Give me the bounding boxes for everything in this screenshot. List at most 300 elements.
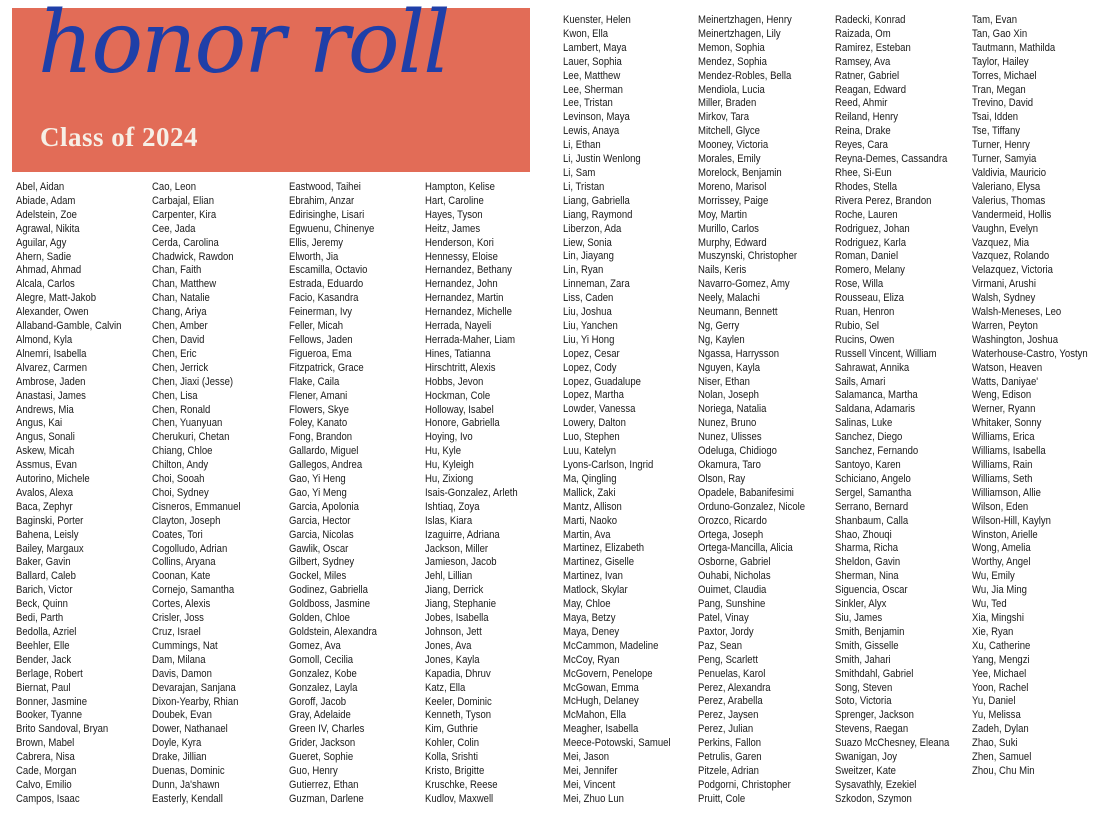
student-name: Baker, Gavin	[16, 556, 71, 569]
student-name: Vazquez, Mia	[972, 236, 1030, 249]
student-name: Godinez, Gabriella	[289, 584, 368, 597]
student-name: Tam, Evan	[972, 14, 1018, 26]
student-name: Saldana, Adamaris	[835, 403, 916, 416]
student-name: Navarro-Gomez, Amy	[698, 278, 790, 291]
student-name: Wilson-Hill, Kaylyn	[972, 514, 1051, 527]
student-name: Ishtiaq, Zoya	[425, 500, 480, 513]
student-name: Maya, Deney	[563, 625, 620, 638]
student-name: Liu, Yanchen	[563, 319, 618, 332]
student-name: Baca, Zephyr	[16, 500, 73, 513]
student-name: Memon, Sophia	[698, 41, 765, 54]
student-name: Abel, Aidan	[16, 181, 65, 193]
student-name: Martinez, Ivan	[563, 570, 623, 583]
student-name: Booker, Tyanne	[16, 709, 83, 722]
student-name: Johnson, Jett	[425, 626, 482, 638]
student-name: Jiang, Derrick	[425, 584, 484, 597]
student-name: Brown, Mabel	[16, 737, 75, 750]
student-name: Shao, Zhouqi	[835, 528, 892, 541]
student-name: Jehl, Lillian	[425, 570, 473, 583]
student-name: Chen, Yuanyuan	[152, 417, 223, 430]
student-name: Anastasi, James	[16, 389, 86, 402]
student-name: Lopez, Cody	[563, 361, 617, 374]
student-name: Gawlik, Oscar	[289, 542, 349, 555]
student-name: Chan, Matthew	[152, 278, 217, 291]
student-name: Li, Ethan	[563, 139, 601, 152]
student-name: Nails, Keris	[698, 264, 747, 277]
student-name: Ouimet, Claudia	[698, 584, 767, 597]
student-name: Ramsey, Ava	[835, 55, 891, 68]
student-name: Cruz, Israel	[152, 626, 201, 638]
student-name: Pruitt, Cole	[698, 792, 746, 805]
student-name: McCammon, Madeline	[563, 639, 659, 652]
student-name: Chang, Ariya	[152, 306, 207, 319]
student-name: Li, Sam	[563, 166, 596, 179]
student-name: Kim, Guthrie	[425, 723, 478, 736]
student-name: Heitz, James	[425, 222, 481, 235]
student-name: Bedolla, Azriel	[16, 626, 77, 638]
student-name: Walsh-Meneses, Leo	[972, 306, 1062, 319]
student-name: Xu, Catherine	[972, 639, 1031, 652]
student-name: Garcia, Apolonia	[289, 500, 359, 513]
student-name: Winston, Arielle	[972, 528, 1038, 541]
student-name: McMahon, Ella	[563, 709, 627, 722]
student-name: Lee, Sherman	[563, 83, 623, 96]
student-name: Swanigan, Joy	[835, 751, 898, 764]
student-name: Jiang, Stephanie	[425, 598, 497, 611]
student-name: Green IV, Charles	[289, 723, 365, 736]
student-name: Hart, Caroline	[425, 194, 484, 207]
student-name: Wu, Ted	[972, 598, 1007, 611]
student-name: Waterhouse-Castro, Yostyn	[972, 347, 1088, 360]
student-name: Tan, Gao Xin	[972, 27, 1028, 40]
student-name: Sheldon, Gavin	[835, 556, 901, 569]
class-year-subtitle: Class of 2024	[40, 122, 199, 152]
student-name: Podgorni, Christopher	[698, 778, 791, 791]
student-name: Hernandez, Michelle	[425, 306, 512, 319]
student-name: Abiade, Adam	[16, 194, 76, 207]
name-column-8	[972, 14, 1088, 779]
student-name: Perez, Alexandra	[698, 681, 771, 694]
student-name: Gallegos, Andrea	[289, 459, 363, 472]
student-name: Moy, Martin	[698, 208, 748, 221]
student-name: Wong, Amelia	[972, 542, 1031, 555]
student-name: Martinez, Giselle	[563, 556, 635, 569]
student-name: Szkodon, Szymon	[835, 792, 912, 805]
student-name: Yu, Melissa	[972, 709, 1021, 722]
student-name: Zhou, Chu Min	[972, 764, 1035, 777]
student-name: Valeriano, Elysa	[972, 180, 1041, 193]
student-name: Martinez, Elizabeth	[563, 542, 645, 555]
student-name: Kuenster, Helen	[563, 14, 631, 26]
student-name: Muszynski, Christopher	[698, 250, 798, 263]
student-name: Chen, Lisa	[152, 389, 198, 402]
student-name: Sails, Amari	[835, 375, 886, 388]
student-name: Rhee, Si-Eun	[835, 166, 892, 179]
student-name: Cee, Jada	[152, 222, 196, 235]
name-column-1	[16, 181, 121, 807]
student-name: Sharma, Richa	[835, 542, 899, 555]
student-name: Mooney, Victoria	[698, 139, 769, 152]
student-name: Allaband-Gamble, Calvin	[16, 320, 122, 333]
student-name: Kolla, Srishti	[425, 751, 479, 764]
student-name: Hayes, Tyson	[425, 208, 483, 221]
student-name: Nolan, Joseph	[698, 389, 759, 402]
student-name: Zhao, Suki	[972, 737, 1018, 750]
student-name: Ballard, Caleb	[16, 570, 76, 583]
student-name: Sprenger, Jackson	[835, 709, 914, 722]
student-name: Lowery, Dalton	[563, 417, 626, 430]
student-name: Ambrose, Jaden	[16, 375, 86, 388]
student-name: Garcia, Nicolas	[289, 528, 354, 541]
student-name: Liu, Yi Hong	[563, 333, 615, 346]
student-name: Orozco, Ricardo	[698, 514, 767, 527]
student-name: Santoyo, Karen	[835, 459, 901, 471]
student-name: Yee, Michael	[972, 667, 1027, 680]
student-name: Keeler, Dominic	[425, 695, 492, 708]
student-name: Morrissey, Paige	[698, 194, 769, 207]
student-name: Orduno-Gonzalez, Nicole	[698, 500, 806, 513]
student-name: Bailey, Margaux	[16, 542, 84, 555]
student-name: Lin, Jiayang	[563, 250, 614, 263]
student-name: Wu, Emily	[972, 570, 1015, 583]
student-name: Baginski, Porter	[16, 514, 84, 527]
student-name: Honore, Gabriella	[425, 417, 500, 430]
student-name: Escamilla, Octavio	[289, 264, 368, 277]
student-name: Grider, Jackson	[289, 737, 356, 750]
student-name: Meinertzhagen, Henry	[698, 14, 792, 26]
student-name: Collins, Aryana	[152, 556, 216, 569]
student-name: Bonner, Jasmine	[16, 695, 88, 708]
student-name: Hu, Kyleigh	[425, 459, 474, 472]
student-name: Eastwood, Taihei	[289, 181, 361, 193]
student-name: Alcala, Carlos	[16, 278, 75, 291]
student-name: Mendez, Sophia	[698, 55, 767, 68]
student-name: Ahern, Sadie	[16, 250, 72, 263]
student-name: Lopez, Martha	[563, 389, 624, 402]
student-name: Dixon-Yearby, Rhian	[152, 695, 239, 708]
student-name: Ouhabi, Nicholas	[698, 570, 771, 583]
student-name: Goldstein, Alexandra	[289, 626, 377, 638]
student-name: Ma, Qingling	[563, 472, 617, 485]
student-name: Liang, Gabriella	[563, 194, 630, 207]
student-name: Figueroa, Ema	[289, 347, 352, 360]
name-column-5	[563, 14, 671, 807]
student-name: Perkins, Fallon	[698, 737, 762, 750]
student-name: Cornejo, Samantha	[152, 584, 235, 597]
student-name: Ruan, Henron	[835, 306, 895, 319]
student-name: Sergel, Samantha	[835, 486, 912, 499]
student-name: Brito Sandoval, Bryan	[16, 723, 109, 736]
student-name: Jobes, Isabella	[425, 612, 489, 625]
student-name: Xie, Ryan	[972, 625, 1014, 638]
student-name: Cisneros, Emmanuel	[152, 500, 241, 513]
student-name: Estrada, Eduardo	[289, 278, 364, 291]
student-name: Rousseau, Eliza	[835, 292, 904, 305]
student-name: Alvarez, Carmen	[16, 361, 88, 374]
student-name: Alegre, Matt-Jakob	[16, 292, 97, 305]
student-name: Murphy, Edward	[698, 236, 767, 249]
student-name: Agrawal, Nikita	[16, 222, 80, 235]
student-name: Nunez, Bruno	[698, 417, 757, 430]
student-name: Cabrera, Nisa	[16, 751, 75, 764]
student-name: Sweitzer, Kate	[835, 764, 896, 777]
student-name: Izaguirre, Adriana	[425, 528, 500, 541]
student-name: Worthy, Angel	[972, 556, 1031, 569]
student-name: Opadele, Babanifesimi	[698, 486, 794, 499]
student-name: Werner, Ryann	[972, 403, 1036, 416]
student-name: Taylor, Hailey	[972, 55, 1029, 68]
student-name: Soto, Victoria	[835, 695, 892, 708]
student-name: Edirisinghe, Lisari	[289, 208, 365, 221]
student-name: Doyle, Kyra	[152, 737, 202, 750]
student-name: Paz, Sean	[698, 639, 743, 652]
student-name: Gao, Yi Meng	[289, 486, 347, 499]
student-name: Lauer, Sophia	[563, 55, 622, 68]
student-name: Angus, Kai	[16, 417, 63, 430]
student-name: Wilson, Eden	[972, 500, 1029, 513]
student-name: Almond, Kyla	[16, 333, 73, 346]
student-name: Turner, Henry	[972, 139, 1030, 152]
student-name: Yang, Mengzi	[972, 653, 1030, 666]
student-name: Cogolludo, Adrian	[152, 542, 228, 555]
student-name: Kohler, Colin	[425, 737, 480, 750]
student-name: Valerius, Thomas	[972, 194, 1046, 207]
student-name: Berlage, Robert	[16, 667, 83, 680]
student-name: Alexander, Owen	[16, 306, 89, 319]
student-name: Facio, Kasandra	[289, 292, 359, 305]
student-name: Tse, Tiffany	[972, 125, 1021, 138]
student-name: Fitzpatrick, Grace	[289, 361, 364, 374]
student-name: Feinerman, Ivy	[289, 306, 353, 319]
student-name: Kudlov, Maxwell	[425, 792, 494, 805]
student-name: Hockman, Cole	[425, 389, 491, 402]
student-name: Smithdahl, Gabriel	[835, 667, 914, 680]
student-name: Ratner, Gabriel	[835, 69, 900, 82]
student-name: Rodriguez, Johan	[835, 222, 910, 235]
student-name: McGovern, Penelope	[563, 667, 653, 680]
student-name: Velazquez, Victoria	[972, 264, 1053, 277]
student-name: Liu, Joshua	[563, 306, 612, 319]
student-name: Miller, Braden	[698, 97, 757, 110]
student-name: Shanbaum, Calla	[835, 514, 909, 527]
student-name: Chen, David	[152, 333, 205, 346]
student-name: Salinas, Luke	[835, 417, 893, 430]
student-name: Serrano, Bernard	[835, 500, 909, 513]
student-name: Schiciano, Angelo	[835, 472, 911, 485]
student-name: Torres, Michael	[972, 69, 1037, 82]
student-name: Suazo McChesney, Eleana	[835, 737, 950, 750]
student-name: Turner, Samyia	[972, 153, 1037, 166]
student-name: Hoying, Ivo	[425, 431, 473, 444]
student-name: Mallick, Zaki	[563, 486, 616, 499]
student-name: Reyna-Demes, Cassandra	[835, 153, 948, 166]
student-name: Drake, Jillian	[152, 751, 207, 764]
student-name: Choi, Sydney	[152, 486, 209, 499]
student-name: Mei, Zhuo Lun	[563, 792, 624, 805]
student-name: Xia, Mingshi	[972, 611, 1024, 624]
student-name: McGowan, Emma	[563, 681, 639, 694]
student-name: Mitchell, Glyce	[698, 125, 760, 138]
student-name: May, Chloe	[563, 598, 611, 611]
student-name: Levinson, Maya	[563, 111, 630, 124]
student-name: Assmus, Evan	[16, 459, 77, 472]
student-name: Vazquez, Rolando	[972, 250, 1050, 263]
student-name: Doubek, Evan	[152, 709, 212, 722]
student-name: Dam, Milana	[152, 653, 206, 666]
student-name: Reagan, Edward	[835, 83, 907, 96]
student-name: Aguilar, Agy	[16, 236, 67, 249]
student-name: Neumann, Bennett	[698, 306, 778, 319]
student-name: Gonzalez, Kobe	[289, 667, 357, 680]
student-name: Chen, Jerrick	[152, 361, 209, 374]
student-name: Osborne, Gabriel	[698, 556, 771, 569]
student-name: Watson, Heaven	[972, 361, 1043, 374]
student-name: Reed, Ahmir	[835, 97, 888, 110]
student-name: Lowder, Vanessa	[563, 403, 636, 416]
student-name: Warren, Peyton	[972, 319, 1038, 332]
student-name: Tautmann, Mathilda	[972, 41, 1056, 54]
student-name: Jones, Ava	[425, 639, 472, 652]
student-name: Luo, Stephen	[563, 431, 620, 444]
student-name: Cherukuri, Chetan	[152, 431, 230, 444]
student-name: Beck, Quinn	[16, 598, 68, 611]
student-name: Biernat, Paul	[16, 681, 71, 694]
student-name: Siu, James	[835, 611, 883, 624]
student-name: Rubio, Sel	[835, 319, 880, 332]
student-name: Jones, Kayla	[425, 653, 480, 666]
student-name: Hernandez, Bethany	[425, 264, 512, 277]
student-name: Coates, Tori	[152, 528, 203, 541]
student-name: Mendiola, Lucia	[698, 83, 765, 96]
student-name: Chiang, Chloe	[152, 445, 213, 458]
student-name: Henderson, Kori	[425, 236, 494, 249]
student-name: Matlock, Skylar	[563, 584, 628, 597]
student-name: Mei, Jennifer	[563, 764, 618, 777]
student-name: Elworth, Jia	[289, 250, 339, 263]
student-name: Kenneth, Tyson	[425, 709, 492, 722]
student-name: Lopez, Guadalupe	[563, 375, 641, 388]
student-name: Ramirez, Esteban	[835, 41, 911, 54]
student-name: Cortes, Alexis	[152, 598, 211, 611]
student-name: Walsh, Sydney	[972, 292, 1036, 305]
student-name: Coonan, Kate	[152, 570, 211, 583]
student-name: Romero, Melany	[835, 264, 905, 277]
student-name: Radecki, Konrad	[835, 14, 906, 26]
student-name: Bahena, Leisly	[16, 528, 79, 541]
student-name: Kruschke, Reese	[425, 778, 498, 791]
student-name: Islas, Kiara	[425, 514, 473, 527]
student-name: Garcia, Hector	[289, 514, 351, 527]
name-column-7	[835, 14, 949, 807]
student-name: Katz, Ella	[425, 681, 466, 694]
student-name: Martin, Ava	[563, 528, 611, 541]
student-name: Holloway, Isabel	[425, 403, 494, 416]
student-name: Chen, Eric	[152, 347, 197, 360]
student-name: Stevens, Raegan	[835, 723, 909, 736]
student-name: Petrulis, Garen	[698, 751, 762, 764]
student-name: Perez, Julian	[698, 723, 754, 736]
student-name: Dower, Nathanael	[152, 723, 228, 736]
student-name: Sysavathly, Ezekiel	[835, 778, 917, 791]
student-name: Devarajan, Sanjana	[152, 681, 236, 694]
student-name: Valdivia, Mauricio	[972, 166, 1047, 179]
student-name: Gray, Adelaide	[289, 709, 351, 722]
student-name: Choi, Sooah	[152, 473, 205, 486]
student-name: Olson, Ray	[698, 472, 746, 485]
student-name: Trevino, David	[972, 97, 1034, 110]
student-name: Sanchez, Fernando	[835, 445, 919, 458]
student-name: Egwuenu, Chinenye	[289, 222, 375, 235]
student-name: Chen, Amber	[152, 320, 208, 333]
student-name: Gao, Yi Heng	[289, 473, 346, 486]
student-name: Reiland, Henry	[835, 111, 899, 124]
student-name: Williams, Erica	[972, 431, 1035, 444]
student-name: Liberzon, Ada	[563, 222, 622, 235]
student-name: Alnemri, Isabella	[16, 347, 87, 360]
student-name: Odeluga, Chidiogo	[698, 445, 777, 458]
student-name: Liew, Sonia	[563, 236, 612, 249]
student-name: Autorino, Michele	[16, 473, 90, 486]
student-name: Vaughn, Evelyn	[972, 222, 1039, 235]
student-name: Fellows, Jaden	[289, 333, 353, 346]
student-name: Kwon, Ella	[563, 27, 609, 40]
student-name: Campos, Isaac	[16, 792, 80, 805]
student-name: Chilton, Andy	[152, 459, 209, 472]
student-name: Andrews, Mia	[16, 403, 74, 416]
student-name: Foley, Kanato	[289, 417, 348, 430]
student-name: Siguencia, Oscar	[835, 584, 908, 597]
student-name: Mendez-Robles, Bella	[698, 69, 792, 82]
student-name: Zhen, Samuel	[972, 751, 1032, 764]
page-title: honor roll	[38, 0, 449, 93]
student-name: Golden, Chloe	[289, 612, 350, 625]
student-name: Rodriguez, Karla	[835, 236, 907, 249]
student-name: Niser, Ethan	[698, 375, 750, 388]
student-name: Sinkler, Alyx	[835, 598, 887, 611]
student-name: Wu, Jia Ming	[972, 584, 1027, 597]
student-name: Hennessy, Eloise	[425, 250, 498, 263]
student-name: Lopez, Cesar	[563, 347, 620, 360]
student-name: Guo, Henry	[289, 765, 338, 778]
student-name: Flowers, Skye	[289, 403, 349, 416]
student-name: Avalos, Alexa	[16, 486, 74, 499]
student-name: Goroff, Jacob	[289, 695, 347, 708]
student-name: Williams, Isabella	[972, 445, 1046, 458]
student-name: Mantz, Allison	[563, 500, 622, 513]
name-column-3	[289, 181, 377, 807]
student-name: Li, Tristan	[563, 180, 605, 193]
student-name: Davis, Damon	[152, 667, 212, 680]
student-name: Mei, Jason	[563, 751, 610, 764]
student-name: Lin, Ryan	[563, 264, 604, 277]
student-name: Hines, Tatianna	[425, 347, 491, 360]
student-name: Bender, Jack	[16, 653, 72, 666]
student-name: Song, Steven	[835, 681, 893, 694]
student-name: Patel, Vinay	[698, 611, 749, 624]
student-name: Linneman, Zara	[563, 278, 630, 291]
student-name: Cummings, Nat	[152, 639, 218, 652]
student-name: Hu, Zixiong	[425, 473, 474, 486]
student-name: Rhodes, Stella	[835, 180, 898, 193]
student-name: Maya, Betzy	[563, 611, 616, 624]
student-name: Lewis, Anaya	[563, 125, 620, 138]
student-name: Gonzalez, Layla	[289, 681, 358, 694]
student-name: Lambert, Maya	[563, 41, 627, 54]
student-name: Gallardo, Miguel	[289, 445, 359, 458]
student-name: Chen, Ronald	[152, 403, 211, 416]
student-name: Tran, Megan	[972, 83, 1026, 96]
student-name: Ngassa, Harrysson	[698, 347, 780, 360]
